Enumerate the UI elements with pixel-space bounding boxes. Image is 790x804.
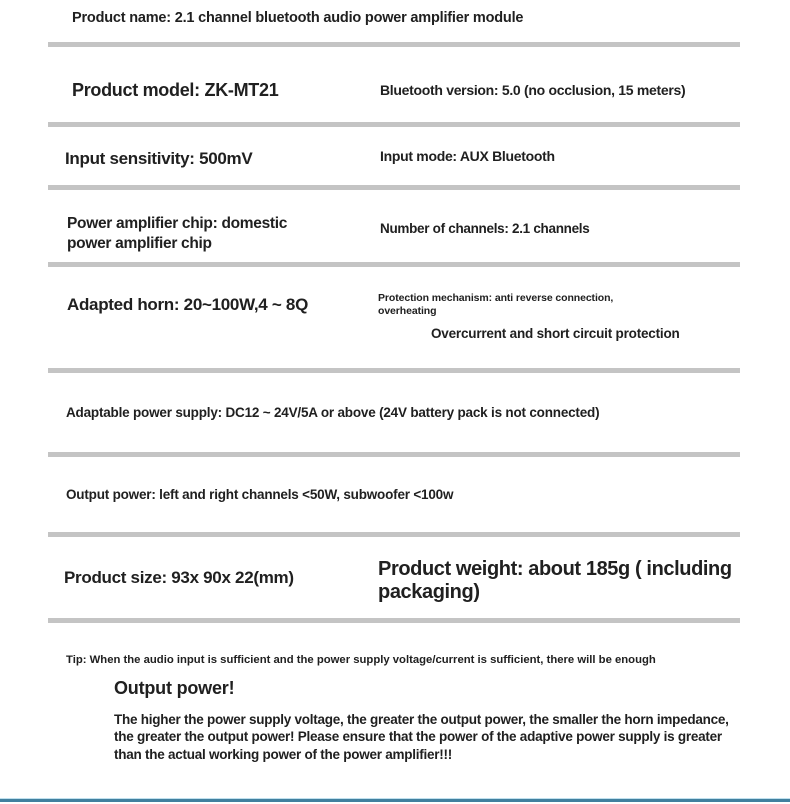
product-size-text: Product size: 93x 90x 22(mm) bbox=[64, 568, 294, 587]
row-divider bbox=[48, 618, 740, 623]
input-sensitivity-text: Input sensitivity: 500mV bbox=[65, 149, 253, 168]
row-divider bbox=[48, 42, 740, 47]
row-divider bbox=[48, 262, 740, 267]
product-name-text: Product name: 2.1 channel bluetooth audio power amplifier module bbox=[72, 10, 524, 26]
adapted-horn-text: Adapted horn: 20~100W,4 ~ 8Q bbox=[67, 295, 309, 314]
row-divider bbox=[48, 532, 740, 537]
row-divider bbox=[48, 368, 740, 373]
tip-body-text: The higher the power supply voltage, the greater the output power, the smaller the horn impedance, the greater the output power! Please ensure that the power of the adaptive power supply is greater than the actual working power of the power amplifier!!! bbox=[114, 712, 729, 762]
protection-mechanism-text: Protection mechanism: anti reverse connection, overheating bbox=[378, 292, 614, 317]
tip-intro-text: Tip: When the audio input is sufficient and the power supply voltage/current is sufficient, there will be enough bbox=[66, 654, 656, 666]
row-divider bbox=[48, 185, 740, 190]
channels-text: Number of channels: 2.1 channels bbox=[380, 221, 590, 236]
product-weight-text: Product weight: about 185g ( including packaging) bbox=[378, 558, 732, 603]
tip-heading: Output power! bbox=[114, 678, 235, 698]
row-divider bbox=[48, 122, 740, 127]
bluetooth-version-text: Bluetooth version: 5.0 (no occlusion, 15 meters) bbox=[380, 82, 686, 98]
input-mode-text: Input mode: AUX Bluetooth bbox=[380, 148, 555, 164]
power-supply-text: Adaptable power supply: DC12 ~ 24V/5A or above (24V battery pack is not connected) bbox=[66, 405, 600, 420]
amp-chip-text: Power amplifier chip: domestic power amplifier chip bbox=[67, 215, 288, 252]
protection-extra-text: Overcurrent and short circuit protection bbox=[431, 326, 680, 341]
output-power-text: Output power: left and right channels <50W, subwoofer <100w bbox=[66, 487, 454, 502]
product-model-text: Product model: ZK-MT21 bbox=[72, 80, 279, 100]
bottom-accent-line bbox=[0, 798, 790, 802]
row-divider bbox=[48, 452, 740, 457]
